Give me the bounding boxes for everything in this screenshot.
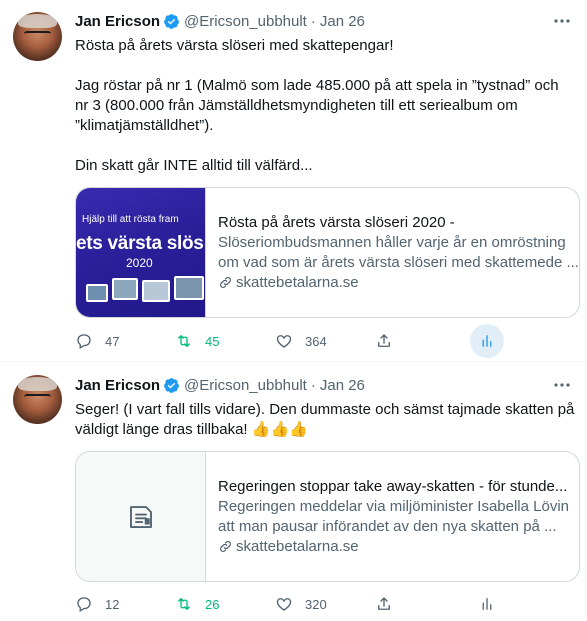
card-domain-text: skattebetalarna.se bbox=[236, 537, 359, 555]
share-button[interactable] bbox=[375, 332, 470, 350]
verified-badge-icon bbox=[163, 377, 180, 394]
more-options-icon[interactable] bbox=[551, 376, 573, 394]
tweet-date[interactable]: Jan 26 bbox=[319, 376, 365, 394]
card-description: Slöseriombudsmannen håller varje år en omröstning om vad som är årets värsta slöseri med skattemede ... bbox=[218, 233, 579, 271]
author-name[interactable]: Jan Ericson bbox=[75, 376, 161, 394]
card-image-year: 2020 bbox=[126, 256, 153, 270]
card-image bbox=[76, 188, 206, 317]
document-icon bbox=[126, 502, 156, 532]
analytics-icon bbox=[478, 332, 496, 350]
card-thumbnail bbox=[112, 278, 138, 300]
reply-button[interactable] bbox=[75, 595, 175, 613]
share-icon bbox=[375, 332, 393, 350]
card-image-headline: ets värsta slös bbox=[76, 233, 204, 254]
separator-dot: · bbox=[310, 376, 316, 394]
link-card[interactable] bbox=[75, 451, 580, 582]
author-handle[interactable]: @Ericson_ubbhult bbox=[184, 376, 307, 394]
retweet-button[interactable] bbox=[175, 332, 275, 350]
analytics-button[interactable] bbox=[470, 324, 504, 358]
avatar[interactable] bbox=[13, 12, 62, 61]
reply-count: 12 bbox=[105, 596, 120, 612]
link-icon bbox=[218, 539, 233, 554]
card-thumbnail bbox=[174, 276, 204, 300]
tweet[interactable] bbox=[0, 363, 587, 617]
retweet-icon bbox=[175, 595, 193, 613]
analytics-button[interactable] bbox=[470, 587, 504, 621]
like-button[interactable] bbox=[275, 332, 375, 350]
tweet-text bbox=[75, 36, 575, 176]
like-count: 320 bbox=[305, 596, 327, 612]
reply-button[interactable] bbox=[75, 332, 175, 350]
heart-icon bbox=[275, 332, 293, 350]
card-domain bbox=[218, 537, 579, 557]
tweet-text bbox=[75, 400, 579, 440]
card-thumbnail bbox=[142, 280, 170, 302]
verified-badge-icon bbox=[163, 13, 180, 30]
analytics-icon bbox=[478, 595, 496, 613]
like-count: 364 bbox=[305, 333, 327, 349]
more-options-icon[interactable] bbox=[551, 12, 573, 30]
card-image-caption: Hjälp till att rösta fram bbox=[82, 214, 179, 225]
author-handle[interactable]: @Ericson_ubbhult bbox=[184, 12, 307, 30]
separator-dot: · bbox=[310, 12, 316, 30]
card-title: Rösta på årets värsta slöseri 2020 - bbox=[218, 213, 455, 231]
like-button[interactable] bbox=[275, 595, 375, 613]
link-card[interactable] bbox=[75, 187, 580, 318]
card-title: Regeringen stoppar take away-skatten - för stunde... bbox=[218, 477, 568, 495]
retweet-icon bbox=[175, 332, 193, 350]
retweet-button[interactable] bbox=[175, 595, 275, 613]
avatar-hair-shape bbox=[18, 14, 57, 28]
tweet-date[interactable]: Jan 26 bbox=[319, 12, 365, 30]
card-description: Regeringen meddelar via miljöminister Isabella Lövin att man pausar införandet av den nya skatten på ... bbox=[218, 497, 570, 535]
card-domain bbox=[218, 273, 579, 293]
card-thumbnail bbox=[86, 284, 108, 302]
tweet-actions bbox=[75, 330, 515, 352]
reply-icon bbox=[75, 595, 93, 613]
reply-count: 47 bbox=[105, 333, 120, 349]
heart-icon bbox=[275, 595, 293, 613]
avatar-hair-shape bbox=[18, 377, 57, 391]
avatar-glasses-shape bbox=[24, 31, 51, 38]
link-icon bbox=[218, 275, 233, 290]
tweet-header bbox=[75, 375, 365, 395]
retweet-count: 45 bbox=[205, 333, 220, 349]
card-body bbox=[206, 188, 579, 317]
retweet-count: 26 bbox=[205, 596, 220, 612]
avatar[interactable] bbox=[13, 375, 62, 424]
author-name[interactable]: Jan Ericson bbox=[75, 12, 161, 30]
share-button[interactable] bbox=[375, 595, 470, 613]
share-icon bbox=[375, 595, 393, 613]
tweet-text-content: Rösta på årets värsta slöseri med skattepengar! Jag röstar på nr 1 (Malmö som lade 485.000 på att spela in ”tystnad” och nr 3 (800.000 från Jämställdhetsmyndigheten till ett seriealbum om ”klimatjämställdhet”). Din skatt går INTE alltid till välfärd... bbox=[75, 37, 559, 174]
tweet-actions bbox=[75, 593, 515, 615]
tweet-header bbox=[75, 11, 365, 31]
card-body bbox=[206, 452, 579, 581]
card-domain-text: skattebetalarna.se bbox=[236, 273, 359, 291]
tweet-text-content: Seger! (I vart fall tills vidare). Den dummaste och sämst tajmade skatten på väldigt länge dras tillbaka! 👍👍👍 bbox=[75, 401, 579, 438]
avatar-glasses-shape bbox=[24, 394, 51, 401]
reply-icon bbox=[75, 332, 93, 350]
card-image-placeholder bbox=[76, 452, 206, 581]
